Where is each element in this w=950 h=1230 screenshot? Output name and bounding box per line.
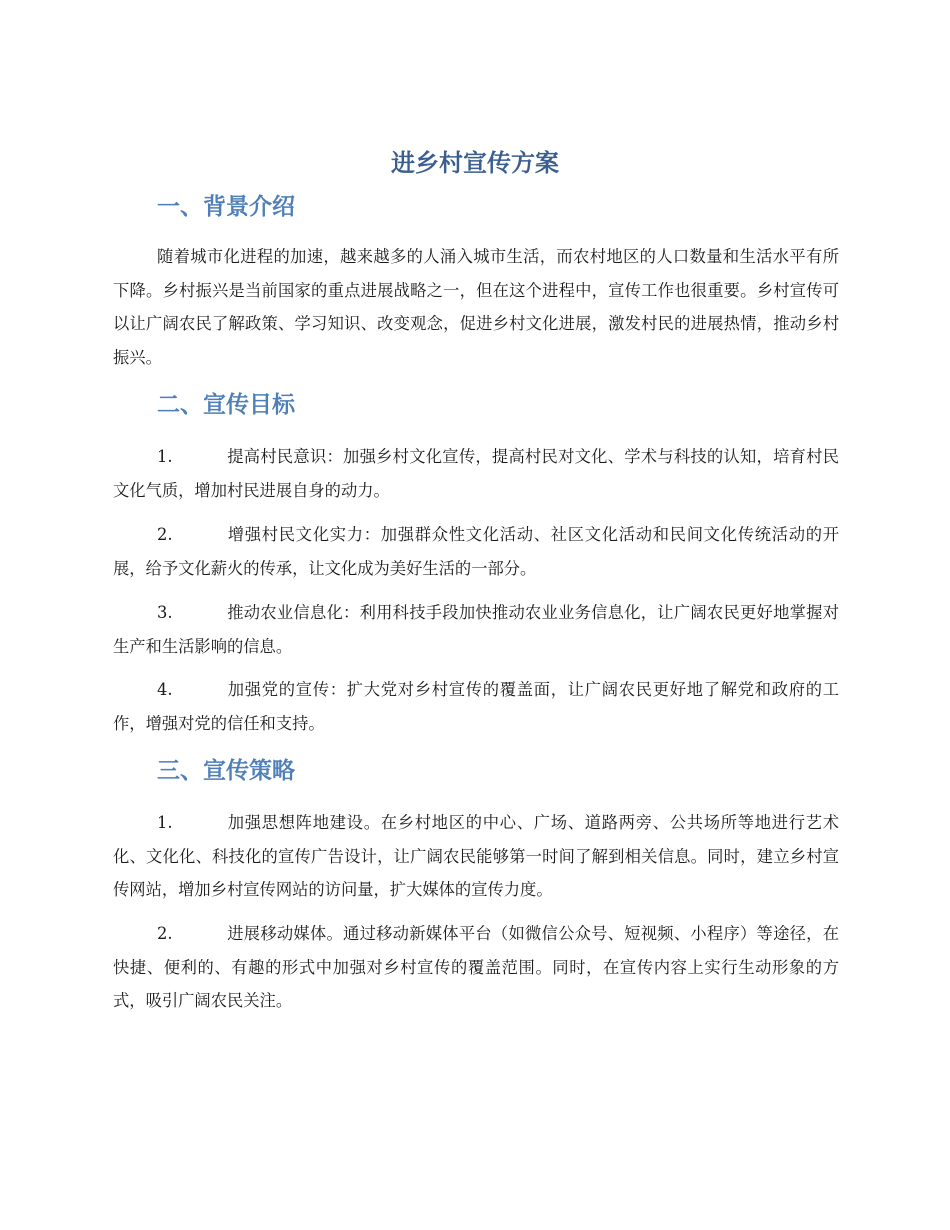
section-heading-background: 一、背景介绍 (157, 194, 295, 220)
item-number: 2. (157, 525, 173, 544)
item-text: 加强思想阵地建设。在乡村地区的中心、广场、道路两旁、公共场所等地进行艺术化、文化化、科技化的宣传广告设计，让广阔农民能够第一时间了解到相关信息。同时，建立乡村宣传网站，增加乡村宣传网站的访问量，扩大媒体的宣传力度。 (113, 813, 839, 899)
goal-item (113, 440, 839, 507)
strategy-item (113, 917, 839, 1018)
item-text: 推动农业信息化：利用科技手段加快推动农业业务信息化，让广阔农民更好地掌握对生产和生活影响的信息。 (113, 603, 839, 656)
item-text: 进展移动媒体。通过移动新媒体平台（如微信公众号、短视频、小程序）等途径，在快捷、便利的、有趣的形式中加强对乡村宣传的覆盖范围。同时，在宣传内容上实行生动形象的方式，吸引广阔农民关注。 (113, 924, 839, 1010)
item-number: 4. (157, 680, 173, 699)
item-number: 3. (157, 603, 173, 622)
item-number: 1. (157, 813, 173, 832)
section-heading-strategy: 三、宣传策略 (157, 758, 295, 784)
document-title: 进乡村宣传方案 (391, 149, 559, 177)
goal-item (113, 596, 839, 663)
item-text: 加强党的宣传：扩大党对乡村宣传的覆盖面，让广阔农民更好地了解党和政府的工作，增强对党的信任和支持。 (113, 680, 839, 733)
item-text: 提高村民意识：加强乡村文化宣传，提高村民对文化、学术与科技的认知，培育村民文化气质，增加村民进展自身的动力。 (113, 447, 839, 500)
item-number: 1. (157, 447, 173, 466)
background-paragraph: 随着城市化进程的加速，越来越多的人涌入城市生活，而农村地区的人口数量和生活水平有所下降。乡村振兴是当前国家的重点进展战略之一，但在这个进程中，宣传工作也很重要。乡村宣传可以让广阔农民了解政策、学习知识、改变观念，促进乡村文化进展，激发村民的进展热情，推动乡村振兴。 (113, 247, 839, 367)
section-heading-goals: 二、宣传目标 (157, 392, 295, 418)
item-number: 2. (157, 924, 173, 943)
goal-item (113, 518, 839, 585)
item-text: 增强村民文化实力：加强群众性文化活动、社区文化活动和民间文化传统活动的开展，给予文化薪火的传承，让文化成为美好生活的一部分。 (113, 525, 839, 578)
strategy-item (113, 806, 839, 907)
goal-item (113, 673, 839, 740)
